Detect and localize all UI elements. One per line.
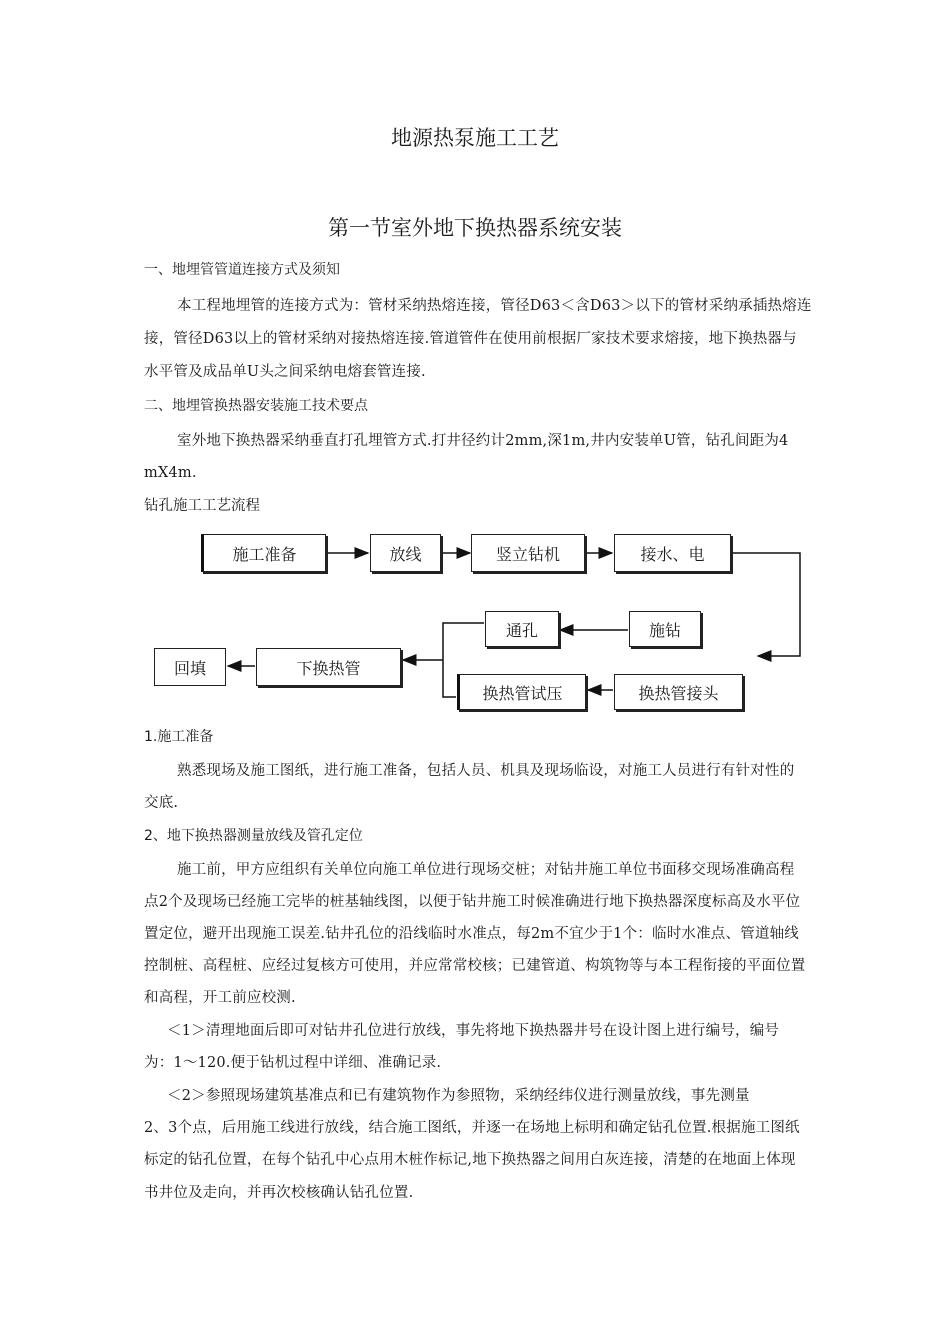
flow-title: 钻孔施工工艺流程 [144, 498, 260, 514]
para-line: 交底. [144, 795, 179, 811]
doc-title: 地源热泵施工工艺 [391, 126, 559, 150]
flow-box-drill: 施钻 [629, 611, 701, 647]
para-line: ＜2＞参照现场建筑基准点和已有建筑物作为参照物，采纳经纬仪进行测量放线，事先测量 [167, 1088, 750, 1104]
para-line: 本工程地埋管的连接方式为：管材采纳热熔连接，管径D63＜含D63＞以下的管材采纳承插热熔连 [177, 298, 812, 314]
heading-2: 二、地埋管换热器安装施工技术要点 [144, 398, 368, 414]
flow-box-through: 通孔 [485, 611, 559, 647]
para-line: 标定的钻孔位置，在每个钻孔中心点用木桩作标记,地下换热器之间用白灰连接，清楚的在地面上体现 [144, 1152, 796, 1168]
flow-box-layout: 放线 [370, 534, 441, 572]
flow-box-lower: 下换热管 [256, 648, 401, 686]
para-line: 控制桩、高程桩、应经过复核方可使用，并应常常校核；已建管道、构筑物等与本工程衔接的平面位置 [144, 958, 806, 974]
flow-box-power: 接水、电 [614, 534, 731, 572]
arrow-power-drill [732, 553, 800, 656]
para-line: 施工前，甲方应组织有关单位向施工单位进行现场交桩；对钻井施工单位书面移交现场准确高程 [177, 862, 795, 878]
heading-3: 1.施工准备 [144, 729, 214, 745]
flow-box-prep: 施工准备 [201, 534, 326, 572]
para-line: mX4m. [144, 465, 197, 481]
para-line: ＜1＞清理地面后即可对钻井孔位进行放线，事先将地下换热器井号在设计图上进行编号，编号 [167, 1023, 780, 1039]
para-line: 2、3个点，后用施工线进行放线，结合施工图纸，并逐一在场地上标明和确定钻孔位置.根据施工图纸 [144, 1120, 800, 1136]
heading-1: 一、地埋管管道连接方式及须知 [144, 262, 340, 278]
flow-box-backfill: 回填 [154, 648, 226, 686]
heading-4: 2、地下换热器测量放线及管孔定位 [144, 828, 363, 844]
para-line: 书井位及走向，并再次校核确认钻孔位置. [144, 1185, 414, 1201]
para-line: 室外地下换热器采纳垂直打孔埋管方式.打井径约计2mm,深1m,井内安装单U管，钻孔间距为4 [177, 433, 789, 449]
para-line: 点2个及现场已经施工完毕的桩基轴线图，以便于钻井施工时候准确进行地下换热器深度标高及水平位 [144, 894, 801, 910]
para-line: 接，管径D63以上的管材采纳对接热熔连接.管道管件在使用前根据厂家技术要求熔接，地下换热器与 [144, 331, 797, 347]
para-line: 置定位，避开出现施工误差.钻井孔位的沿线临时水准点，每2m不宜少于1个：临时水准点、管道轴线 [144, 926, 800, 942]
para-line: 水平管及成品单U头之间采纳电熔套管连接. [144, 364, 426, 380]
para-line: 熟悉现场及施工图纸，进行施工准备，包括人员、机具及现场临设，对施工人员进行有针对性的 [177, 763, 795, 779]
flow-box-joint: 换热管接头 [614, 674, 743, 710]
flow-box-test: 换热管试压 [457, 674, 586, 710]
para-line: 和高程，开工前应校测. [144, 990, 296, 1006]
para-line: 为：1～120.便于钻机过程中详细、准确记录. [144, 1055, 442, 1071]
flow-box-rig: 竖立钻机 [471, 534, 585, 572]
section-title: 第一节室外地下换热器系统安装 [328, 216, 622, 240]
